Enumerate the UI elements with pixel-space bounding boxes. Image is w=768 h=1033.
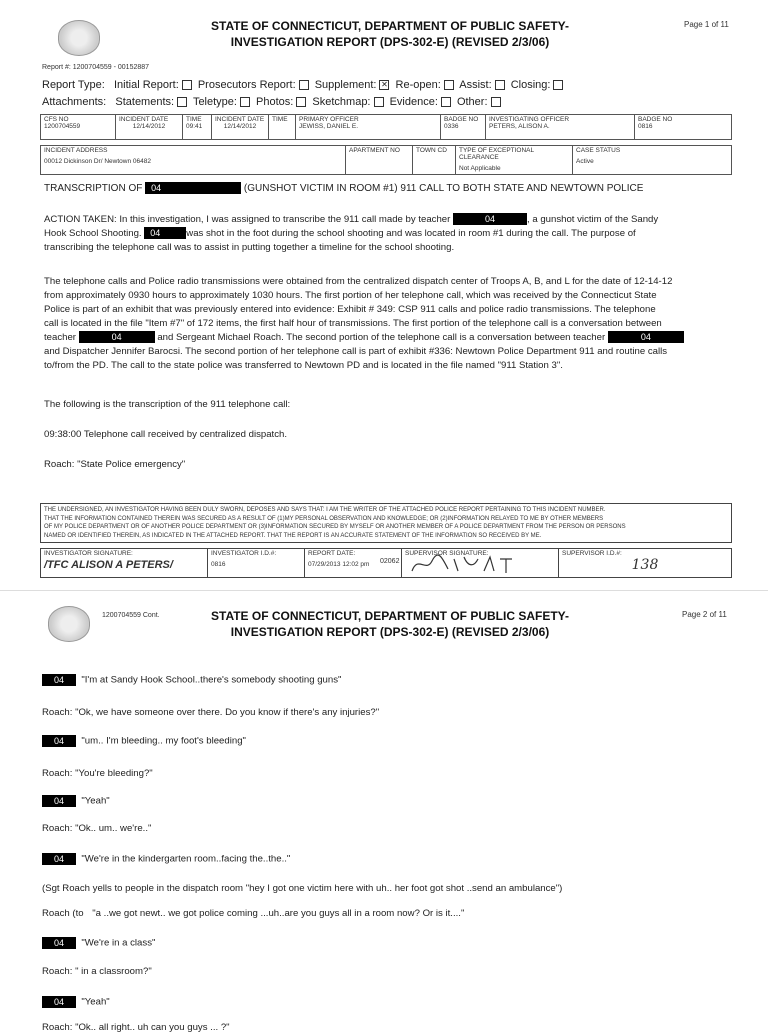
hdr-incident-date-2: INCIDENT DATE: [215, 116, 265, 123]
speaker-prefix: Roach (to: [42, 908, 87, 919]
att-evidence: Evidence:: [389, 96, 438, 108]
page2-page-number: Page 2 of 11: [682, 610, 727, 619]
following-text: The following is the transcription of the 911 telephone call:: [44, 399, 291, 410]
heading-prefix: TRANSCRIPTION OF: [44, 183, 143, 194]
hdr-address: INCIDENT ADDRESS: [44, 147, 108, 154]
supervisor-signature-icon: [408, 553, 528, 575]
hdr-report-date: REPORT DATE:: [308, 550, 356, 557]
hdr-inv-signature: INVESTIGATOR SIGNATURE:: [44, 550, 133, 557]
transcript-text: Roach: " in a classroom?": [42, 966, 152, 977]
attachments-label: Attachments:: [42, 96, 107, 108]
action-text-4: was shot in the foot during the school shooting and was located in room #1 during the call. The purpose of: [186, 228, 636, 239]
hdr-sup-signature: SUPERVISOR SIGNATURE:: [405, 550, 489, 557]
transcript-text: "Yeah": [81, 996, 110, 1008]
action-text-5: transcribing the telephone call was to assist in putting together a timeline for the school shooting.: [44, 242, 455, 253]
transcript-text: "um.. I'm bleeding.. my foot's bleeding": [81, 735, 246, 747]
supervisor-id: 138: [631, 557, 659, 573]
action-text-1: ACTION TAKEN: In this investigation, I was assigned to transcribe the 911 call made by teacher: [44, 214, 451, 225]
investigator-id: 0816: [211, 561, 226, 568]
transcript-line: Roach: "State Police emergency": [44, 459, 186, 470]
hdr-inv-id: INVESTIGATOR I.D.#:: [211, 550, 277, 557]
val-badge-2: 0816: [638, 123, 653, 130]
transcript-text: Roach: "Ok.. all right.. uh can you guys ... ?": [42, 1022, 230, 1033]
checkbox[interactable]: [296, 97, 306, 107]
checkbox[interactable]: [177, 97, 187, 107]
transcript-line: [42, 823, 151, 834]
para-line: call is located in the file "Item #7" of 172 items, the first half hour of transmissions. The first portion of the telephone call is a conversation between: [44, 318, 662, 329]
transcript-line: [42, 908, 464, 919]
att-photos: Photos:: [256, 96, 294, 108]
transcript-text: "I'm at Sandy Hook School..there's somebody shooting guns": [81, 674, 342, 686]
checkbox[interactable]: [441, 97, 451, 107]
page2-case-number: 1200704559 Cont.: [102, 612, 160, 619]
action-text-3: Hook School Shooting.: [44, 228, 142, 239]
rt-prosecutors: Prosecutors Report:: [197, 79, 296, 91]
hdr-clearance: TYPE OF EXCEPTIONAL CLEARANCE: [459, 147, 534, 161]
sup-code: 02062: [380, 558, 400, 565]
attachments-row: [42, 96, 504, 108]
source-paragraph: [44, 275, 734, 373]
val-cfs: 1200704559: [44, 123, 81, 130]
para-line: to/from the PD. The call to the state police was transferred to Newtown PD and is located in the file named "911 Station 3".: [44, 360, 563, 371]
transcript-text: "Yeah": [81, 795, 110, 807]
val-investigating-officer: PETERS, ALISON A.: [489, 123, 550, 130]
checked-checkbox[interactable]: ✕: [381, 80, 388, 90]
hdr-apartment: APARTMENT NO: [349, 147, 400, 154]
para-line: from approximately 0930 hours to approximately 1030 hours. The first portion of her telephone call, which was received by the Connecticut State: [44, 290, 657, 301]
val-badge: 0336: [444, 123, 459, 130]
certification-block: [40, 503, 732, 543]
hdr-time: TIME: [186, 116, 202, 123]
hdr-case-status: CASE STATUS: [576, 147, 621, 154]
hdr-time-2: TIME: [272, 116, 288, 123]
hdr-investigating-officer: INVESTIGATING OFFICER: [489, 116, 570, 123]
address-table: [40, 145, 732, 175]
para-line: and Dispatcher Jennifer Barocsi. The second portion of her telephone call is part of exhibit #336: Newtown Police Department 911 and routine calls: [44, 346, 668, 357]
page1-page-number: Page 1 of 11: [684, 20, 729, 29]
checkbox[interactable]: [182, 80, 192, 90]
checkbox[interactable]: [299, 80, 309, 90]
redaction-box: 04: [42, 996, 76, 1008]
timeline-entry: 09:38:00 Telephone call received by centralized dispatch.: [44, 429, 288, 440]
transcript-line: [42, 937, 155, 949]
heading-suffix: (GUNSHOT VICTIM IN ROOM #1) 911 CALL TO BOTH STATE AND NEWTOWN POLICE: [243, 183, 644, 194]
cert-line: OF MY POLICE DEPARTMENT OR OF ANOTHER POLICE DEPARTMENT OR (3)INFORMATION SECURED BY MYSELF OR ANOTHER MEMBER OF A POLICE DEPARTMENT FROM THE PERSON OR PERSONS: [44, 524, 626, 530]
transcript-line: [42, 795, 110, 807]
transcript-text: Roach: "You're bleeding?": [42, 768, 153, 779]
redaction-box: 04: [42, 674, 76, 686]
redaction-box: 04: [79, 331, 155, 343]
transcript-text: Roach: "Ok, we have someone over there. Do you know if there's any injuries?": [42, 707, 380, 718]
cert-line: THE UNDERSIGNED, AN INVESTIGATOR HAVING BEEN DULY SWORN, DEPOSES AND SAYS THAT: I AM THE WRITER OF THE ATTACHED POLICE REPORT PERTAINING TO THIS INCIDENT NUMBER.: [44, 507, 606, 513]
transcript-text: "a ..we got newt.. we got police coming ...uh..are you guys all in a room now? Or is it....": [92, 908, 465, 919]
state-seal-icon: [48, 606, 90, 642]
action-text-2: , a gunshot victim of the Sandy: [527, 214, 659, 225]
val-incident-date-2: 12/14/2012: [223, 123, 257, 130]
transcript-text: Roach: "Ok.. um.. we're..": [42, 823, 152, 834]
hdr-badge: BADGE NO: [444, 116, 479, 123]
cert-line: NAMED OR IDENTIFIED THEREIN, AS INDICATED IN THE ATTACHED REPORT. THAT THE REPORT IS AN ACCURATE STATEMENT OF THE INFORMATION SO RECEIVED BY ME.: [44, 532, 542, 539]
hdr-incident-date: INCIDENT DATE: [119, 116, 169, 123]
transcript-line: [42, 707, 379, 718]
report-type-label: Report Type:: [42, 79, 105, 91]
transcription-heading: [44, 182, 643, 196]
page1-title: STATE OF CONNECTICUT, DEPARTMENT OF PUBLIC SAFETY- INVESTIGATION REPORT (DPS-302-E) (REVISED 2/3/06): [211, 19, 569, 49]
state-seal-icon: [58, 20, 100, 56]
val-clearance: Not Applicable: [459, 165, 501, 172]
transcript-line: [42, 735, 246, 747]
investigator-signature: /TFC ALISON A PETERS/: [44, 559, 173, 571]
hdr-cfs: CFS NO: [44, 116, 69, 123]
val-case-status: Active: [576, 158, 594, 165]
checkbox[interactable]: [495, 80, 505, 90]
checkbox[interactable]: [374, 97, 384, 107]
redaction-box: 04: [145, 182, 241, 194]
transcript-line: [42, 883, 562, 894]
action-taken-paragraph: [44, 213, 734, 255]
transcript-line: [42, 674, 341, 686]
rt-assist: Assist:: [459, 79, 492, 91]
hdr-badge-2: BADGE NO: [638, 116, 673, 123]
transcript-line: [42, 853, 290, 865]
transcript-line: [42, 768, 153, 779]
hdr-town: TOWN CD: [416, 147, 447, 154]
transcript-line: [42, 966, 152, 977]
checkbox[interactable]: [444, 80, 454, 90]
case-info-table: [40, 114, 732, 140]
rt-closing: Closing:: [510, 79, 551, 91]
redaction-box: 04: [42, 735, 76, 747]
checkbox[interactable]: [240, 97, 250, 107]
para-line: and Sergeant Michael Roach. The second portion of the telephone call is a conversation between teacher: [157, 332, 606, 343]
att-statements: Statements:: [115, 96, 175, 108]
cert-line: THAT THE INFORMATION CONTAINED THEREIN WAS SECURED AS A RESULT OF (1)MY PERSONAL OBSERVATION AND KNOWLEDGE; OR (2)INFORMATION RELAYED TO ME BY OTHER MEMBERS: [44, 515, 604, 522]
val-primary-officer: JEWISS, DANIEL E.: [299, 123, 358, 130]
val-address: 00012 Dickinson Dr/ Newtown 06482: [44, 158, 151, 165]
redaction-box: 04: [42, 853, 76, 865]
report-type-row: [42, 79, 566, 91]
transcript-line: [42, 996, 110, 1008]
para-line: teacher: [44, 332, 76, 343]
transcript-text: "We're in a class": [81, 937, 156, 949]
signature-table: [40, 548, 732, 578]
para-line: Police is part of an exhibit that was previously entered into evidence: Exhibit # 349: CSP 911 calls and police radio transmissions. The telephone: [44, 304, 656, 315]
redaction-box: 04: [144, 227, 186, 239]
page-separator: [0, 590, 768, 591]
transcript-text: "We're in the kindergarten room..facing the..the..": [81, 853, 291, 865]
rt-supplement: Supplement:: [314, 79, 377, 91]
redaction-box: 04: [608, 331, 684, 343]
val-time: 09:41: [186, 123, 203, 130]
rt-initial: Initial Report:: [113, 79, 179, 91]
checkbox[interactable]: [491, 97, 501, 107]
att-other: Other:: [456, 96, 488, 108]
att-teletype: Teletype:: [192, 96, 237, 108]
report-number: Report #: 1200704559 - 00152887: [42, 64, 150, 71]
val-incident-date: 12/14/2012: [132, 123, 166, 130]
page2-title: STATE OF CONNECTICUT, DEPARTMENT OF PUBLIC SAFETY- INVESTIGATION REPORT (DPS-302-E) (REVISED 2/3/06): [211, 609, 569, 639]
redaction-box: 04: [42, 795, 76, 807]
para-line: The telephone calls and Police radio transmissions were obtained from the centralized dispatch center of Troops A, B, and L for the date of 12-14-12: [44, 276, 673, 287]
hdr-primary-officer: PRIMARY OFFICER: [299, 116, 359, 123]
att-sketchmap: Sketchmap:: [312, 96, 371, 108]
redaction-box: 04: [42, 937, 76, 949]
report-date: 07/29/2013 12:02 pm: [308, 561, 370, 568]
transcript-text: (Sgt Roach yells to people in the dispatch room "hey I got one victim here with uh.. her foot got shot ..send an ambulance"): [42, 883, 563, 894]
checkbox[interactable]: [553, 80, 563, 90]
redaction-box: 04: [453, 213, 527, 225]
rt-reopen: Re-open:: [395, 79, 441, 91]
hdr-sup-id: SUPERVISOR I.D.#:: [562, 550, 622, 557]
